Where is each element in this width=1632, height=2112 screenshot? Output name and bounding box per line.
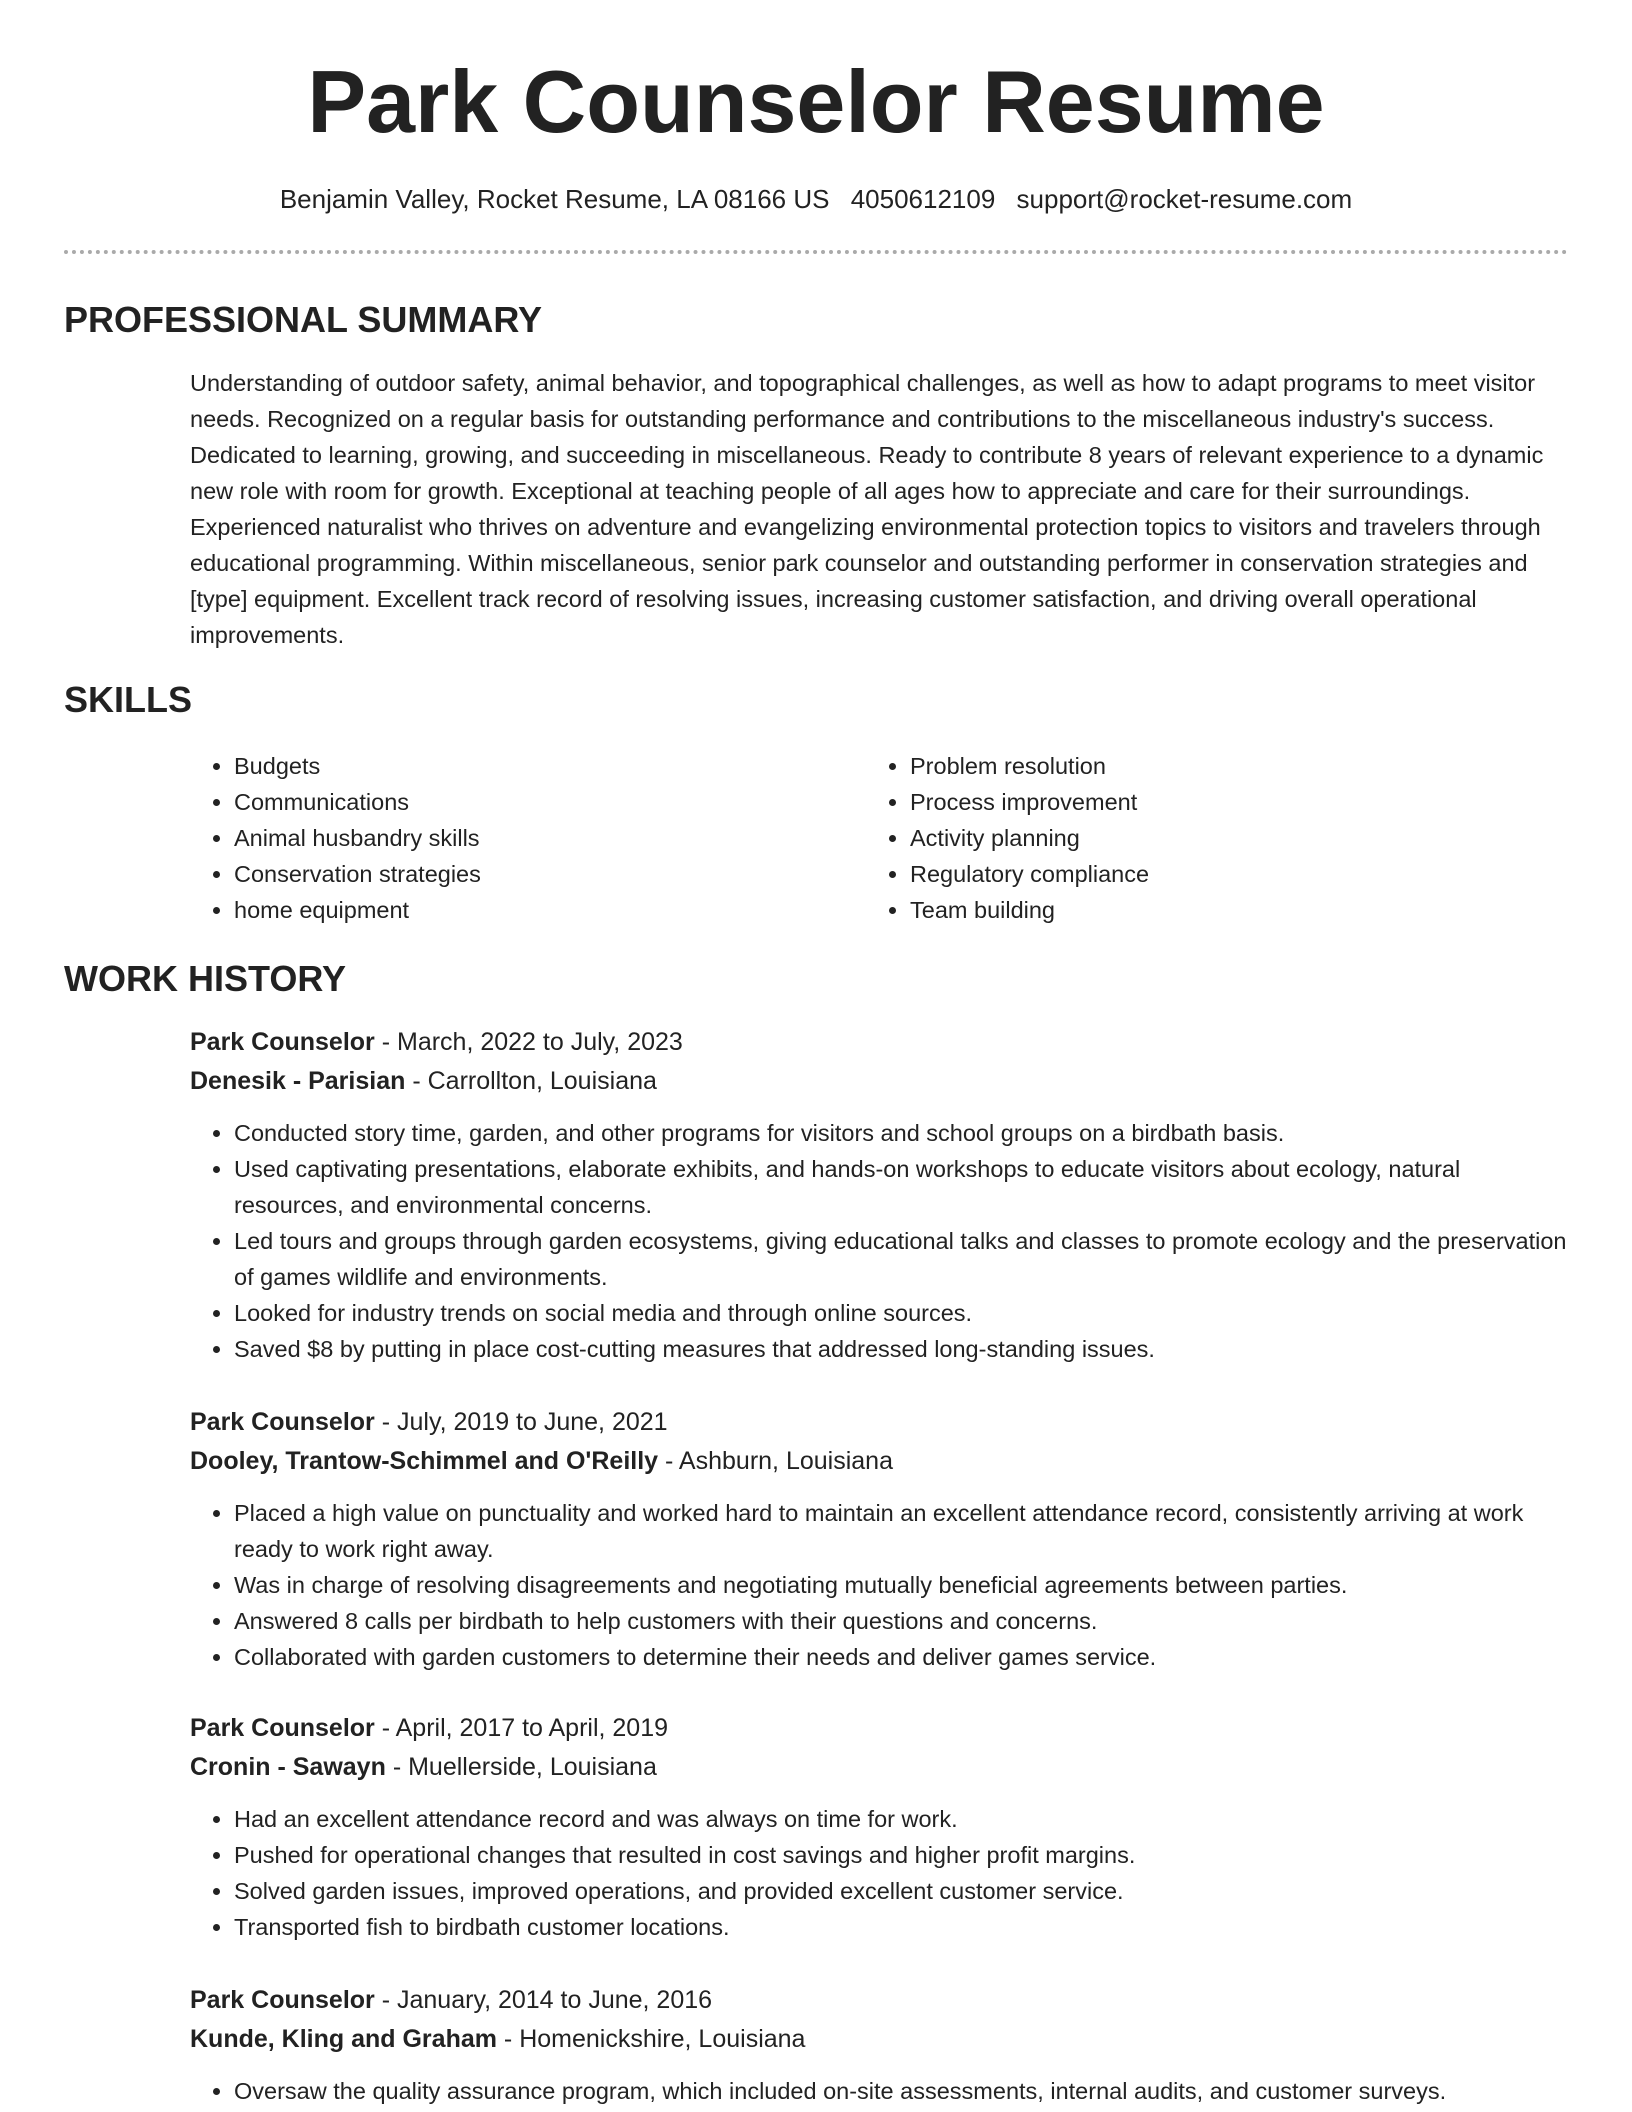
job-bullet: • Transported fish to birdbath customer locations. [234, 1909, 1575, 1945]
job-title: Park Counselor [190, 1986, 375, 2014]
job-bullet: • Pushed for operational changes that resulted in cost savings and higher profit margins. [234, 1837, 1575, 1873]
job-bullet: • Was in charge of resolving disagreements and negotiating mutually beneficial agreements between parties. [234, 1567, 1575, 1603]
job-dates: - July, 2019 to June, 2021 [374, 1408, 668, 1436]
job-entry [190, 1023, 1575, 1367]
job-location: - Muellerside, Louisiana [385, 1753, 657, 1781]
job-bullet: • Placed a high value on punctuality and worked hard to maintain an excellent attendance record, consistently arriving at work ready to work right away. [234, 1495, 1575, 1567]
job-title-line [190, 1403, 1575, 1442]
skills-column-right [866, 748, 1486, 928]
skill-item: • Process improvement [910, 784, 1486, 820]
job-title-line [190, 1023, 1575, 1062]
contact-phone: 4050612109 [850, 184, 996, 214]
job-bullet: • Looked for industry trends on social media and through online sources. [234, 1295, 1575, 1331]
skill-item: • Budgets [234, 748, 810, 784]
contact-address: Benjamin Valley, Rocket Resume, LA 08166 US [279, 184, 830, 214]
job-location: - Homenickshire, Louisiana [496, 2025, 806, 2053]
header-divider [64, 250, 1568, 254]
job-location: - Carrollton, Louisiana [405, 1067, 657, 1095]
job-entry [190, 1709, 1575, 1945]
job-title: Park Counselor [190, 1714, 375, 1742]
job-bullet: • Answered 8 calls per birdbath to help customers with their questions and concerns. [234, 1603, 1575, 1639]
skill-item: • Conservation strategies [234, 856, 810, 892]
job-title-line [190, 1709, 1575, 1748]
job-location: - Ashburn, Louisiana [658, 1447, 893, 1475]
job-bullets [190, 1495, 1575, 1675]
job-company-line [190, 2020, 1575, 2059]
job-dates: - March, 2022 to July, 2023 [374, 1028, 683, 1056]
job-company: Denesik - Parisian [190, 1067, 406, 1095]
job-company-line [190, 1748, 1575, 1787]
job-company: Dooley, Trantow-Schimmel and O'Reilly [190, 1447, 659, 1475]
job-bullets [190, 2073, 1575, 2109]
job-dates: - April, 2017 to April, 2019 [374, 1714, 669, 1742]
summary-text: Understanding of outdoor safety, animal behavior, and topographical challenges, as well as how to adapt programs to meet visitor needs. Recognized on a regular basis for outstanding performance and contributions to the miscellaneous industry's success. Dedicated to learning, growing, and succeeding in miscellaneous. Ready to contribute 8 years of relevant experience to a dynamic new role with room for growth. Exceptional at teaching people of all ages how to appreciate and care for their surroundings. Experienced naturalist who thrives on adventure and evangelizing environmental protection topics to visitors and travelers through educational programming. Within miscellaneous, senior park counselor and outstanding performer in conservation strategies and [type] equipment. Excellent track record of resolving issues, increasing customer satisfaction, and driving overall operational improvements. [190, 370, 1544, 648]
section-title-work-history: WORK HISTORY [64, 958, 347, 999]
job-title: Park Counselor [190, 1028, 375, 1056]
job-company-line [190, 1062, 1575, 1101]
job-bullet: • Conducted story time, garden, and other programs for visitors and school groups on a birdbath basis. [234, 1115, 1575, 1151]
job-entry [190, 1981, 1575, 2109]
skill-item: • Problem resolution [910, 748, 1486, 784]
job-bullets [190, 1115, 1575, 1367]
job-entry [190, 1403, 1575, 1675]
job-bullet: • Oversaw the quality assurance program, which included on-site assessments, internal audits, and customer surveys. [234, 2073, 1575, 2109]
job-title-line [190, 1981, 1575, 2020]
job-dates: - January, 2014 to June, 2016 [374, 1986, 713, 2014]
job-bullet: • Used captivating presentations, elaborate exhibits, and hands-on workshops to educate visitors about ecology, natural resources, and environmental concerns. [234, 1151, 1575, 1223]
job-company: Kunde, Kling and Graham [190, 2025, 497, 2053]
job-company: Cronin - Sawayn [190, 1753, 386, 1781]
job-bullet: • Saved $8 by putting in place cost-cutting measures that addressed long-standing issues. [234, 1331, 1575, 1367]
skill-item: • Activity planning [910, 820, 1486, 856]
skill-item: • Regulatory compliance [910, 856, 1486, 892]
job-bullets [190, 1801, 1575, 1945]
skill-item: • home equipment [234, 892, 810, 928]
section-title-summary: PROFESSIONAL SUMMARY [64, 299, 543, 340]
job-company-line [190, 1442, 1575, 1481]
contact-email: support@rocket-resume.com [1016, 184, 1353, 214]
job-title: Park Counselor [190, 1408, 375, 1436]
skill-item: • Team building [910, 892, 1486, 928]
skills-column-left [190, 748, 810, 928]
job-bullet: • Had an excellent attendance record and was always on time for work. [234, 1801, 1575, 1837]
job-bullet: • Collaborated with garden customers to determine their needs and deliver games service. [234, 1639, 1575, 1675]
skill-item: • Animal husbandry skills [234, 820, 810, 856]
job-bullet: • Solved garden issues, improved operations, and provided excellent customer service. [234, 1873, 1575, 1909]
page-title: Park Counselor Resume [307, 52, 1325, 151]
job-bullet: • Led tours and groups through garden ecosystems, giving educational talks and classes to promote ecology and the preservation of games wildlife and environments. [234, 1223, 1575, 1295]
section-title-skills: SKILLS [64, 679, 193, 720]
contact-line [0, 182, 1632, 216]
skill-item: • Communications [234, 784, 810, 820]
